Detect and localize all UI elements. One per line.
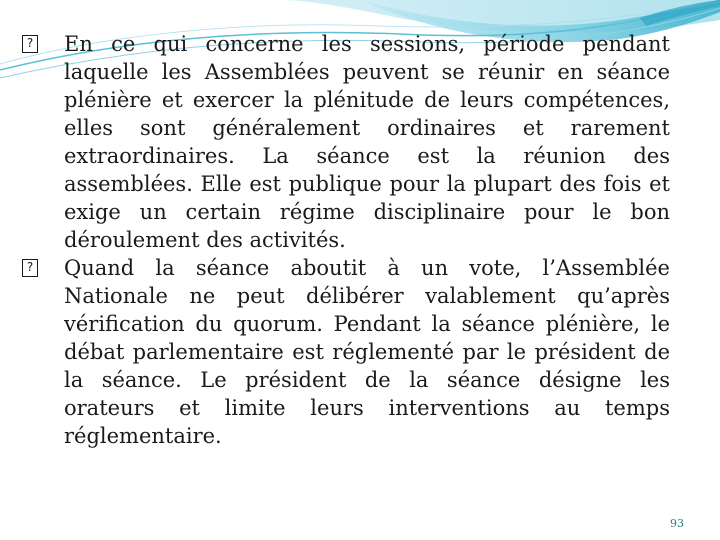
slide-body — [22, 30, 670, 450]
paragraph-text: Quand la séance aboutit à un vote, l’Assemblée Nationale ne peut délibérer valablement qu’après vérification du quorum. Pendant la séance plénière, le débat parlementaire est réglementé par le président de la séance. Le président de la séance désigne les orateurs et limite leurs interventions au temps réglementaire. — [64, 256, 670, 448]
page-number: 93 — [670, 517, 684, 530]
paragraph-sessions — [22, 30, 670, 254]
bullet-glyph-box: ? — [22, 259, 38, 277]
paragraph-quorum — [22, 254, 670, 450]
paragraph-text: En ce qui concerne les sessions, période pendant laquelle les Assemblées peuvent se réunir en séance plénière et exercer la plénitude de leurs compétences, elles sont généralement ordinaires et rarement extraordinaires. La séance est la réunion des assemblées. Elle est publique pour la plupart des fois et exige un certain régime disciplinaire pour le bon déroulement des activités. — [64, 32, 670, 252]
bullet-glyph-box: ? — [22, 35, 38, 53]
